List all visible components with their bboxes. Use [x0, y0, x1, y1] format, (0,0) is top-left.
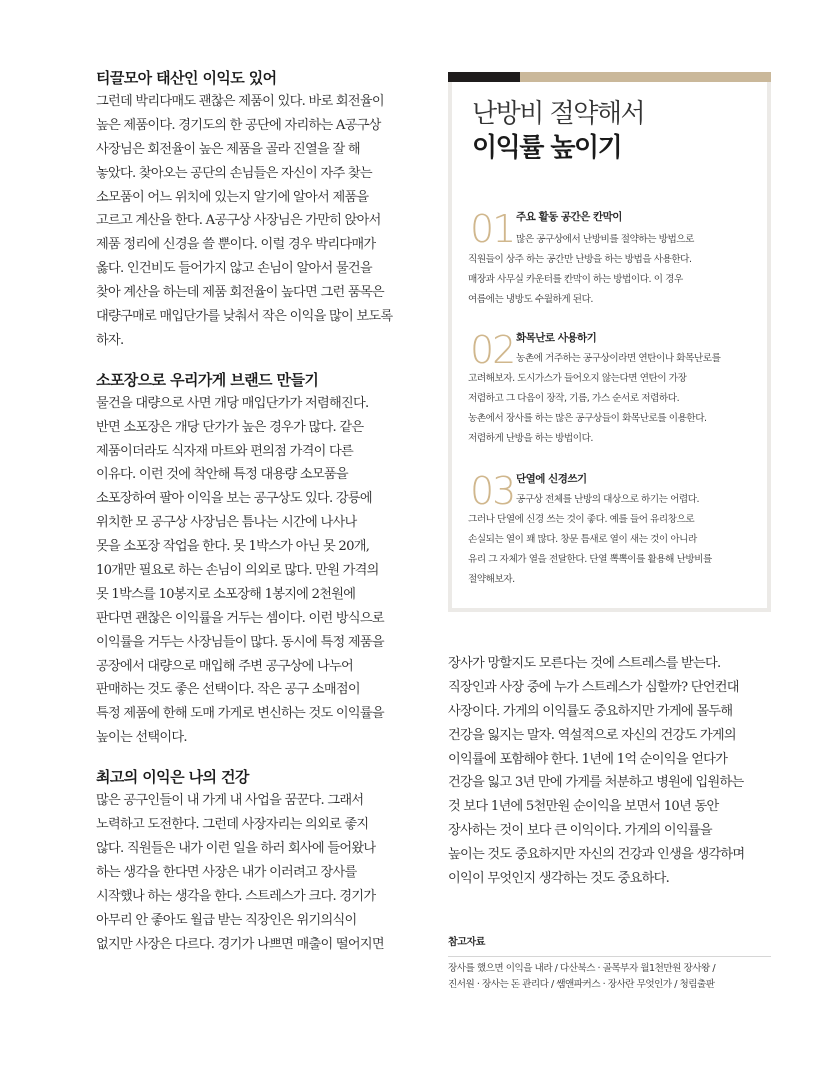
item-number: 02 [470, 328, 515, 372]
body-line: 장사가 망할지도 모른다는 것에 스트레스를 받는다. [448, 656, 721, 671]
item-line: 고려해보자. 도시가스가 들어오지 않는다면 연탄이 가장 [468, 373, 687, 384]
section-title: 티끌모아 태산인 이익도 있어 [96, 69, 277, 87]
body-line: 없지만 사장은 다르다. 경기가 나쁘면 매출이 떨어지면 [96, 936, 384, 952]
body-line: 제품 정리에 신경을 쓸 뿐이다. 이럴 경우 박리다매가 [96, 237, 376, 253]
item-line: 공구상 전체를 난방의 대상으로 하기는 어렵다. [516, 494, 700, 505]
body-line: 많은 공구인들이 내 가게 내 사업을 꿈꾼다. 그래서 [96, 793, 364, 809]
body-line: 시작했나 하는 생각을 한다. 스트레스가 크다. 경기가 [96, 888, 376, 904]
body-line: 건강을 잃고 3년 만에 가게를 처분하고 병원에 입원하는 [448, 775, 744, 791]
body-line: 대량구매로 매입단가를 낮춰서 작은 이익을 많이 보도록 [96, 309, 393, 325]
references-title: 참고자료 [448, 937, 486, 948]
sidebar-accent-gold [520, 72, 771, 82]
item-line: 농촌에 거주하는 공구상이라면 연탄이나 화목난로를 [516, 353, 721, 364]
section-title: 최고의 이익은 나의 건강 [96, 768, 249, 787]
body-line: 이익률을 거두는 사장님들이 많다. 동시에 특정 제품을 [96, 634, 384, 650]
body-line: 위치한 모 공구상 사장님은 틈나는 시간에 나사나 [96, 515, 357, 531]
item-line: 그러나 단열에 신경 쓰는 것이 좋다. 예를 들어 유리창으로 [468, 514, 695, 525]
item-heading: 화목난로 사용하기 [516, 332, 597, 344]
item-line: 여름에는 냉방도 수월하게 된다. [468, 294, 594, 305]
body-line: 사장이다. 가게의 이익률도 중요하지만 가게에 몰두해 [448, 703, 733, 719]
body-line: 못 1박스를 10봉지로 소포장해 1봉지에 2천원에 [96, 586, 356, 602]
item-line: 매장과 사무실 카운터를 칸막이 하는 방법이다. 이 경우 [468, 274, 683, 285]
sidebar-accent-dark [448, 72, 520, 82]
right-column [448, 652, 776, 891]
body-line: 직장인과 사장 중에 누가 스트레스가 심할까? 단언컨대 [448, 679, 739, 695]
sidebar-box [448, 72, 771, 612]
section-body [96, 789, 424, 956]
item-line: 농촌에서 장사를 하는 많은 공구상들이 화목난로를 이용한다. [468, 413, 707, 424]
item-line: 절약해보자. [468, 574, 515, 585]
item-line: 직원들이 상주 하는 공간만 난방을 하는 방법을 사용한다. [468, 254, 692, 265]
body-line: 물건을 대량으로 사면 개당 매입단가가 저렴해진다. [96, 395, 369, 411]
body-line: 제품이더라도 식자재 마트와 편의점 가격이 다른 [96, 443, 353, 459]
body-line: 않다. 직원들은 내가 이런 일을 하러 회사에 들어왔나 [96, 840, 376, 856]
body-line: 이익이 무엇인지 생각하는 것도 중요하다. [448, 871, 670, 887]
body-line: 하자. [96, 332, 124, 348]
body-line: 고르고 계산을 한다. A공구상 사장님은 가만히 앉아서 [96, 213, 381, 229]
item-line: 많은 공구상에서 난방비를 절약하는 방법으로 [516, 234, 694, 245]
section-title: 소포장으로 우리가게 브랜드 만들기 [96, 370, 319, 389]
body-line: 판다면 괜찮은 이익률을 거두는 셈이다. 이런 방식으로 [96, 610, 384, 626]
body-line: 아무리 안 좋아도 월급 받는 직장인은 위기의식이 [96, 912, 357, 928]
body-line: 것 보다 1년에 5천만원 순이익을 보면서 10년 동안 [448, 799, 719, 815]
body-line: 높이는 것도 중요하지만 자신의 건강과 인생을 생각하며 [448, 847, 745, 863]
references [448, 936, 771, 993]
body-line: 장사하는 것이 보다 큰 이익이다. 가게의 이익률을 [448, 823, 712, 839]
body-line: 그런데 박리다매도 괜찮은 제품이 있다. 바로 회전율이 [96, 94, 384, 109]
body-line: 소포장하여 팔아 이익을 보는 공구상도 있다. 강릉에 [96, 491, 372, 507]
body-line: 높은 제품이다. 경기도의 한 공단에 자리하는 A공구상 [96, 117, 381, 133]
body-line: 이유다. 이런 것에 착안해 특정 대용량 소모품을 [96, 467, 348, 483]
body-line: 반면 소포장은 개당 단가가 높은 경우가 많다. 같은 [96, 419, 364, 435]
item-number: 01 [470, 207, 515, 251]
references-list [448, 961, 771, 993]
reference-line: 장사를 했으면 이익을 내라 / 다산북스 · 골목부자 월1천만원 장사왕 / [448, 963, 716, 974]
item-line: 저렴하게 난방을 하는 방법이다. [468, 433, 594, 444]
body-line: 소모품이 어느 위치에 있는지 알기에 알아서 제품을 [96, 189, 369, 205]
section-body [96, 392, 424, 750]
body-line: 못을 소포장 작업을 한다. 못 1박스가 아닌 못 20개, [96, 539, 370, 555]
item-line: 유리 그 자체가 열을 전달한다. 단열 뽁뽁이를 활용해 난방비를 [468, 554, 712, 565]
item-number: 03 [470, 469, 515, 513]
body-line: 노력하고 도전한다. 그런데 사장자리는 의외로 좋지 [96, 817, 369, 833]
body-line: 특정 제품에 한해 도매 가게로 변신하는 것도 이익률을 [96, 706, 384, 722]
body-line: 놓았다. 찾아오는 공단의 손님들은 자신이 자주 찾는 [96, 165, 372, 181]
sidebar-title-line1: 난방비 절약해서 [472, 99, 645, 129]
sidebar-inner [452, 82, 767, 608]
item-heading: 단열에 신경쓰기 [516, 473, 587, 485]
item-line: 저렴하고 그 다음이 장작, 기름, 가스 순서로 저렴하다. [468, 393, 680, 404]
left-column [96, 66, 424, 956]
section-body [96, 90, 424, 353]
body-line: 건강을 잃지는 말자. 역설적으로 자신의 건강도 가게의 [448, 727, 736, 743]
body-line: 찾아 계산을 하는데 제품 회전율이 높다면 그런 품목은 [96, 285, 384, 301]
reference-line: 진서원 · 장사는 돈 관리다 / 쌤앤파커스 · 장사란 무엇인가 / 청림출판 [448, 979, 715, 990]
body-line: 하는 생각을 한다면 사장은 내가 이러려고 장사를 [96, 864, 357, 880]
body-line: 높이는 선택이다. [96, 730, 187, 746]
body-line: 이익률에 포함해야 한다. 1년에 1억 순이익을 얻다가 [448, 751, 728, 767]
body-line: 공장에서 대량으로 매입해 주변 공구상에 나누어 [96, 658, 353, 674]
references-divider [448, 956, 771, 957]
body-line: 사장님은 회전율이 높은 제품을 골라 진열을 잘 해 [96, 141, 360, 157]
item-heading: 주요 활동 공간은 칸막이 [516, 211, 622, 223]
sidebar-title-line2: 이익률 높이기 [472, 133, 622, 163]
body-line: 10개만 필요로 하는 손님이 의외로 많다. 만원 가격의 [96, 563, 379, 579]
body-line: 옳다. 인건비도 들어가지 않고 손님이 알아서 물건을 [96, 261, 372, 277]
body-line: 판매하는 것도 좋은 선택이다. 작은 공구 소매점이 [96, 682, 360, 698]
item-line: 손실되는 열이 꽤 많다. 창문 틈새로 열이 새는 것이 아니라 [468, 534, 697, 545]
